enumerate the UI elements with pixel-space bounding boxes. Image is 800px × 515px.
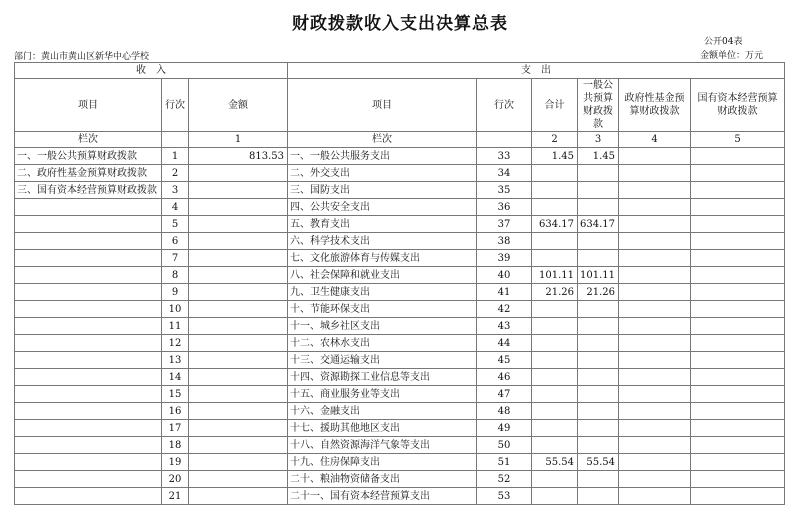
income-item-cell: [15, 471, 162, 488]
gov-fund-cell: [619, 335, 691, 352]
total-cell: 55.54: [532, 454, 578, 471]
income-row-no-header: 行次: [162, 79, 189, 132]
total-cell: [532, 250, 578, 267]
table-row: [15, 335, 785, 352]
expense-row-no-cell: 52: [477, 471, 532, 488]
state-capital-cell: [691, 369, 785, 386]
gov-fund-cell: [619, 199, 691, 216]
income-item-cell: [15, 250, 162, 267]
income-row-no-cell: 10: [162, 301, 189, 318]
total-cell: 1.45: [532, 148, 578, 165]
state-capital-cell: [691, 216, 785, 233]
income-item-cell: [15, 369, 162, 386]
income-item-cell: [15, 488, 162, 505]
general-budget-cell: 101.11: [578, 267, 619, 284]
amount-cell: [189, 369, 288, 386]
income-section-header: 收 入: [15, 63, 288, 79]
state-capital-cell: [691, 335, 785, 352]
general-budget-cell: [578, 301, 619, 318]
income-row-no-cell: 20: [162, 471, 189, 488]
column-index-row: [15, 132, 785, 148]
state-capital-cell: [691, 301, 785, 318]
income-row-no-cell: 9: [162, 284, 189, 301]
state-capital-cell: [691, 267, 785, 284]
table-row: [15, 284, 785, 301]
amount-cell: 813.53: [189, 148, 288, 165]
income-row-no-cell: 15: [162, 386, 189, 403]
expense-item-cell: 四、公共安全支出: [288, 199, 477, 216]
amount-cell: [189, 199, 288, 216]
gov-fund-cell: [619, 454, 691, 471]
income-row-no-cell: 4: [162, 199, 189, 216]
income-item-cell: [15, 284, 162, 301]
income-row-no-cell: 12: [162, 335, 189, 352]
amount-cell: [189, 216, 288, 233]
expense-row-no-cell: 43: [477, 318, 532, 335]
income-item-cell: [15, 233, 162, 250]
expense-row-no-cell: 49: [477, 420, 532, 437]
state-capital-cell: [691, 437, 785, 454]
gov-fund-cell: [619, 386, 691, 403]
income-item-cell: 三、国有资本经营预算财政拨款: [15, 182, 162, 199]
total-cell: [532, 437, 578, 454]
general-budget-cell: [578, 488, 619, 505]
amount-cell: [189, 403, 288, 420]
expense-item-cell: 二、外交支出: [288, 165, 477, 182]
expense-section-header: 支 出: [288, 63, 785, 79]
income-item-cell: [15, 301, 162, 318]
expense-item-cell: 十三、交通运输支出: [288, 352, 477, 369]
department-label: 部门：黄山市黄山区新华中心学校: [14, 52, 150, 62]
expense-row-no-index: [477, 132, 532, 148]
income-row-no-cell: 1: [162, 148, 189, 165]
table-row: [15, 182, 785, 199]
general-budget-cell: [578, 403, 619, 420]
expense-item-cell: 十四、资源勘探工业信息等支出: [288, 369, 477, 386]
state-capital-cell: [691, 386, 785, 403]
amount-cell: [189, 386, 288, 403]
expense-row-no-cell: 48: [477, 403, 532, 420]
gov-fund-cell: [619, 250, 691, 267]
income-row-no-cell: 18: [162, 437, 189, 454]
expense-row-no-cell: 37: [477, 216, 532, 233]
state-capital-cell: [691, 199, 785, 216]
expense-item-cell: 九、卫生健康支出: [288, 284, 477, 301]
total-index: 2: [532, 132, 578, 148]
total-cell: [532, 318, 578, 335]
expense-item-cell: 十六、金融支出: [288, 403, 477, 420]
column-header-row: [15, 79, 785, 132]
expense-item-cell: 十二、农林水支出: [288, 335, 477, 352]
income-item-cell: [15, 386, 162, 403]
state-capital-cell: [691, 250, 785, 267]
general-budget-cell: [578, 369, 619, 386]
total-cell: [532, 301, 578, 318]
gov-fund-cell: [619, 284, 691, 301]
expense-item-cell: 十五、商业服务业等支出: [288, 386, 477, 403]
income-item-cell: [15, 352, 162, 369]
expense-row-no-cell: 34: [477, 165, 532, 182]
expense-row-no-cell: 36: [477, 199, 532, 216]
table-row: [15, 454, 785, 471]
expense-item-cell: 二十、粮油物资储备支出: [288, 471, 477, 488]
amount-cell: [189, 352, 288, 369]
expense-row-no-cell: 42: [477, 301, 532, 318]
total-header: 合计: [532, 79, 578, 132]
state-capital-cell: [691, 318, 785, 335]
expense-item-cell: 三、国防支出: [288, 182, 477, 199]
total-cell: [532, 335, 578, 352]
expense-row-no-cell: 53: [477, 488, 532, 505]
table-row: [15, 267, 785, 284]
total-cell: [532, 165, 578, 182]
general-budget-cell: 1.45: [578, 148, 619, 165]
total-cell: 101.11: [532, 267, 578, 284]
amount-header: 金额: [189, 79, 288, 132]
total-cell: 634.17: [532, 216, 578, 233]
gov-fund-cell: [619, 182, 691, 199]
gov-fund-cell: [619, 301, 691, 318]
expense-row-no-cell: 45: [477, 352, 532, 369]
gov-fund-cell: [619, 267, 691, 284]
budget-table: [14, 62, 785, 505]
income-item-cell: [15, 267, 162, 284]
expense-item-header: 项目: [288, 79, 477, 132]
income-row-no-index: [162, 132, 189, 148]
table-row: [15, 403, 785, 420]
expense-row-no-cell: 39: [477, 250, 532, 267]
table-row: [15, 420, 785, 437]
amount-cell: [189, 284, 288, 301]
table-row: [15, 301, 785, 318]
state-capital-cell: [691, 233, 785, 250]
gov-fund-cell: [619, 420, 691, 437]
income-item-cell: [15, 403, 162, 420]
income-row-no-cell: 17: [162, 420, 189, 437]
table-row: [15, 233, 785, 250]
gov-fund-cell: [619, 318, 691, 335]
state-capital-cell: [691, 284, 785, 301]
general-budget-header: 一般公共预算财政拨款: [578, 79, 619, 132]
gov-fund-cell: [619, 488, 691, 505]
state-capital-cell: [691, 420, 785, 437]
general-budget-cell: [578, 420, 619, 437]
expense-item-cell: 七、文化旅游体育与传媒支出: [288, 250, 477, 267]
amount-cell: [189, 165, 288, 182]
state-capital-header: 国有资本经营预算财政拨款: [691, 79, 785, 132]
expense-row-no-cell: 40: [477, 267, 532, 284]
gov-fund-cell: [619, 403, 691, 420]
income-item-cell: [15, 199, 162, 216]
amount-cell: [189, 301, 288, 318]
income-row-no-cell: 16: [162, 403, 189, 420]
income-row-no-cell: 19: [162, 454, 189, 471]
expense-item-cell: 五、教育支出: [288, 216, 477, 233]
total-cell: [532, 471, 578, 488]
income-row-no-cell: 14: [162, 369, 189, 386]
amount-cell: [189, 182, 288, 199]
income-row-no-cell: 21: [162, 488, 189, 505]
total-cell: [532, 488, 578, 505]
amount-cell: [189, 420, 288, 437]
expense-row-no-cell: 46: [477, 369, 532, 386]
amount-cell: [189, 335, 288, 352]
total-cell: [532, 420, 578, 437]
general-budget-cell: 55.54: [578, 454, 619, 471]
expense-row-no-cell: 50: [477, 437, 532, 454]
general-budget-cell: [578, 437, 619, 454]
income-item-cell: [15, 437, 162, 454]
expense-item-cell: 十、节能环保支出: [288, 301, 477, 318]
total-cell: [532, 182, 578, 199]
income-row-no-cell: 7: [162, 250, 189, 267]
amount-cell: [189, 437, 288, 454]
state-capital-index: 5: [691, 132, 785, 148]
table-row: [15, 165, 785, 182]
income-item-cell: [15, 318, 162, 335]
expense-item-cell: 十九、住房保障支出: [288, 454, 477, 471]
amount-cell: [189, 488, 288, 505]
general-budget-cell: [578, 233, 619, 250]
amount-cell: [189, 318, 288, 335]
income-row-no-cell: 6: [162, 233, 189, 250]
form-code: 公开04表: [704, 37, 743, 47]
amount-cell: [189, 233, 288, 250]
amount-cell: [189, 471, 288, 488]
expense-row-no-header: 行次: [477, 79, 532, 132]
amount-unit: 金额单位：万元: [700, 51, 764, 61]
income-index-label: 栏次: [15, 132, 162, 148]
state-capital-cell: [691, 352, 785, 369]
total-cell: [532, 352, 578, 369]
gov-fund-cell: [619, 233, 691, 250]
gov-fund-cell: [619, 216, 691, 233]
expense-row-no-cell: 51: [477, 454, 532, 471]
amount-cell: [189, 267, 288, 284]
general-budget-cell: [578, 318, 619, 335]
table-row: [15, 488, 785, 505]
section-header-row: [15, 63, 785, 79]
expense-item-cell: 一、一般公共服务支出: [288, 148, 477, 165]
table-row: [15, 471, 785, 488]
expense-item-cell: 八、社会保障和就业支出: [288, 267, 477, 284]
expense-row-no-cell: 41: [477, 284, 532, 301]
page-title: 财政拨款收入支出决算总表: [292, 14, 508, 34]
general-budget-index: 3: [578, 132, 619, 148]
income-item-cell: [15, 216, 162, 233]
state-capital-cell: [691, 403, 785, 420]
income-item-header: 项目: [15, 79, 162, 132]
total-cell: 21.26: [532, 284, 578, 301]
general-budget-cell: [578, 352, 619, 369]
state-capital-cell: [691, 454, 785, 471]
expense-row-no-cell: 38: [477, 233, 532, 250]
table-row: [15, 199, 785, 216]
state-capital-cell: [691, 165, 785, 182]
table-row: [15, 216, 785, 233]
expense-index-label: 栏次: [288, 132, 477, 148]
general-budget-cell: 634.17: [578, 216, 619, 233]
income-item-cell: [15, 420, 162, 437]
gov-fund-cell: [619, 352, 691, 369]
expense-row-no-cell: 44: [477, 335, 532, 352]
table-row: [15, 369, 785, 386]
gov-fund-cell: [619, 471, 691, 488]
general-budget-cell: [578, 199, 619, 216]
amount-cell: [189, 454, 288, 471]
general-budget-cell: [578, 335, 619, 352]
total-cell: [532, 233, 578, 250]
general-budget-cell: [578, 386, 619, 403]
income-row-no-cell: 5: [162, 216, 189, 233]
income-row-no-cell: 8: [162, 267, 189, 284]
income-item-cell: 一、一般公共预算财政拨款: [15, 148, 162, 165]
gov-fund-header: 政府性基金预算财政拨款: [619, 79, 691, 132]
expense-item-cell: 二十一、国有资本经营预算支出: [288, 488, 477, 505]
income-item-cell: 二、政府性基金预算财政拨款: [15, 165, 162, 182]
table-row: [15, 352, 785, 369]
total-cell: [532, 403, 578, 420]
table-row: [15, 386, 785, 403]
state-capital-cell: [691, 471, 785, 488]
table-row: [15, 250, 785, 267]
gov-fund-cell: [619, 437, 691, 454]
income-item-cell: [15, 454, 162, 471]
expense-row-no-cell: 47: [477, 386, 532, 403]
total-cell: [532, 386, 578, 403]
expense-row-no-cell: 35: [477, 182, 532, 199]
general-budget-cell: [578, 182, 619, 199]
income-item-cell: [15, 335, 162, 352]
total-cell: [532, 369, 578, 386]
expense-item-cell: 六、科学技术支出: [288, 233, 477, 250]
general-budget-cell: [578, 471, 619, 488]
gov-fund-cell: [619, 369, 691, 386]
table-row: [15, 148, 785, 165]
expense-item-cell: 十七、援助其他地区支出: [288, 420, 477, 437]
amount-cell: [189, 250, 288, 267]
income-row-no-cell: 11: [162, 318, 189, 335]
table-row: [15, 318, 785, 335]
state-capital-cell: [691, 488, 785, 505]
expense-item-cell: 十一、城乡社区支出: [288, 318, 477, 335]
general-budget-cell: [578, 165, 619, 182]
general-budget-cell: 21.26: [578, 284, 619, 301]
state-capital-cell: [691, 182, 785, 199]
amount-index: 1: [189, 132, 288, 148]
income-row-no-cell: 13: [162, 352, 189, 369]
expense-item-cell: 十八、自然资源海洋气象等支出: [288, 437, 477, 454]
gov-fund-cell: [619, 165, 691, 182]
gov-fund-cell: [619, 148, 691, 165]
state-capital-cell: [691, 148, 785, 165]
income-row-no-cell: 3: [162, 182, 189, 199]
income-row-no-cell: 2: [162, 165, 189, 182]
table-row: [15, 437, 785, 454]
expense-row-no-cell: 33: [477, 148, 532, 165]
gov-fund-index: 4: [619, 132, 691, 148]
general-budget-cell: [578, 250, 619, 267]
total-cell: [532, 199, 578, 216]
